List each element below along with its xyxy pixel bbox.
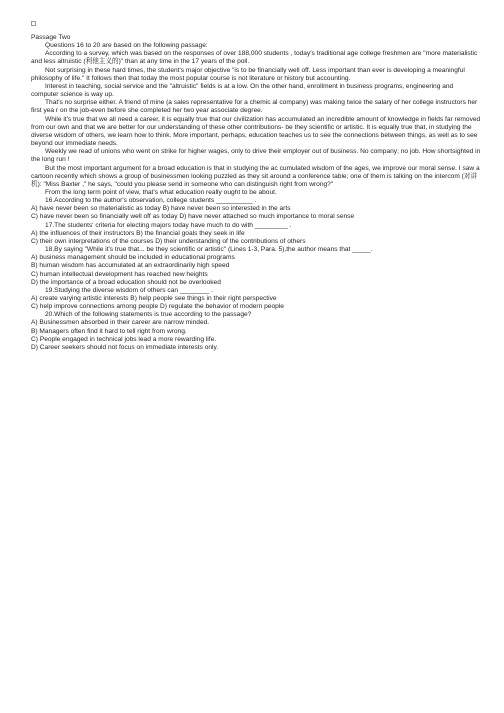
- passage-intro: Questions 16 to 20 are based on the following passage:: [45, 42, 208, 50]
- passage-heading: Passage Two: [31, 34, 71, 41]
- paragraph: Not surprising in these hard times, the student's major objective "is to be financially well off. Less important than ever is developing a meaningful philosophy of life." It follows then that today the most popular course is not literature or history but accounting.: [31, 66, 465, 82]
- answer-options: C) have never been so financially well off as today D) have never attached so much importance to moral sense: [31, 213, 355, 221]
- question-line: 17.The students' criteria for electing majors today have much to do with _________ .: [45, 221, 292, 229]
- paragraph: From the long term point of view, that's what education really ought to be about.: [45, 188, 277, 196]
- paragraph: Weekly we read of unions who went on strike for higher wages, only to drive their employer out of business. No company; no job. How shortsighted in the long run !: [31, 148, 481, 164]
- paragraph: That's no surprise either. A friend of mine (a sales representative for a chemic al company) was making twice the salary of her college instructors her first yea r on the job-even before she completed her two year associate degree.: [31, 99, 478, 115]
- answer-options: A) create varying artistic interests B) help people see things in their right perspective: [31, 295, 277, 302]
- question-line: 19.Studying the diverse wisdom of others can ________ .: [45, 286, 213, 294]
- paragraph: But the most important argument for a broad education is that in studying the ac cumulated wisdom of the ages, we improve our moral sense. I saw a cartoon recently which shows a group of businessmen looking puzzled as they sit around a conference table; one of them is talking on the intercom (对讲机): "Miss Baxter ," he says, "could you please send in someone who can distinguish right from wrong?": [31, 164, 480, 188]
- answer-option: A) Businessmen absorbed in their career are narrow minded.: [31, 319, 210, 327]
- answer-options: A) the influences of their instructors B) the financial goals they seek in life: [31, 229, 245, 237]
- question-line: 18.By saying "While it's true that... be they scientific or artistic" (Lines 1-3, Para. 5),the author means that _____.: [45, 246, 373, 254]
- question-line: 20.Which of the following statements is true according to the passage?: [45, 311, 252, 319]
- answer-options: C) help improve connections among people D) regulate the behavior of modern people: [31, 303, 284, 311]
- answer-option: C) human intellectual development has reached new heights: [31, 270, 208, 278]
- answer-options: A) have never been so materialistic as today B) have never been so interested in the arts: [31, 205, 291, 213]
- paragraph: According to a survey, which was based on the responses of over 188,000 students , today's traditional age college freshmen are "more materialistic and less altruistic (利他主义的)" than at any time in the 17 years of the poll.: [31, 50, 478, 66]
- answer-option: C) People engaged in technical jobs lead a more rewarding life.: [31, 335, 217, 343]
- question-line: 16.According to the author's observation, college students __________ .: [45, 197, 257, 205]
- paragraph: While it's true that we all need a career, it is equally true that our civilization has accumulated an incredible amount of knowledge in fields far removed from our own and that we are better for our understanding of these other contributions- be they scientific or artistic. It is equally true that, in studying the diverse wisdom of others, we learn how to think. More important, perhaps, education teaches us to see the connections between things, as well as to see beyond our immediate needs.: [31, 115, 481, 148]
- answer-options: C) their own interpretations of the courses D) their understanding of the contributions of others: [31, 237, 306, 245]
- answer-option: D) Career seekers should not focus on immediate interests only.: [31, 343, 219, 351]
- answer-option: B) human wisdom has accumulated at an extraordinarily high speed: [31, 262, 230, 270]
- paragraph: Interest in teaching, social service and the "altruistic" fields is at a low. On the other hand, enrollment in business programs, engineering and computer science is way up.: [31, 82, 454, 99]
- answer-option: D) the importance of a broad education should not be overlooked: [31, 278, 221, 286]
- answer-option: A) business management should be included in educational programs: [31, 254, 235, 262]
- page-marker: [31, 21, 36, 26]
- document-body: [31, 34, 481, 352]
- answer-option: B) Managers often find it hard to tell right from wrong.: [31, 327, 187, 335]
